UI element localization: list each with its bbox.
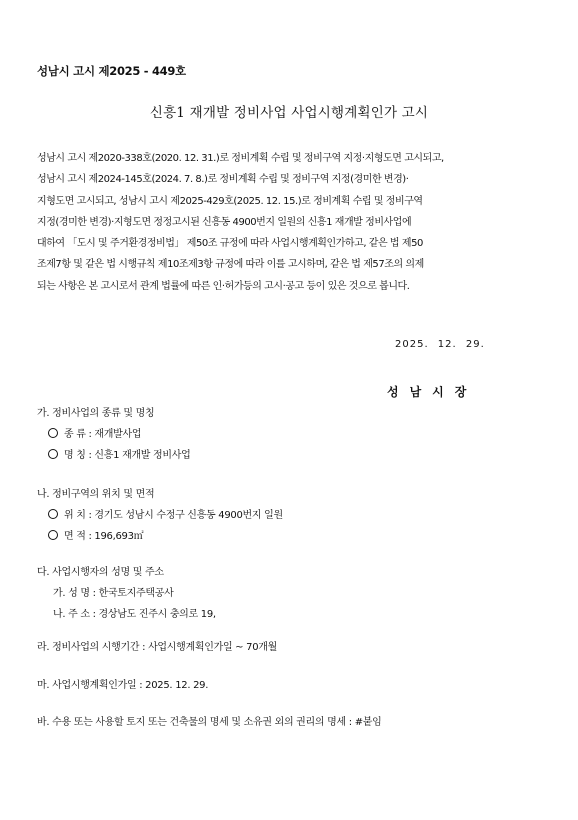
section-project-type	[37, 403, 191, 466]
section-operator	[37, 562, 216, 625]
body-line: 지형도면 고시되고, 성남시 고시 제2025-429호(2025. 12. 15.)로 정비계획 수립 및 정비구역	[37, 195, 423, 207]
circle-bullet-icon	[48, 530, 58, 540]
section-approval-date	[37, 675, 208, 696]
body-line: 성남시 고시 제2024-145호(2024. 7. 8.)로 정비계획 수립 및 정비구역 지정(경미한 변경)·	[37, 174, 409, 186]
notice-body	[37, 148, 547, 297]
item-text: 종 류 : 재개발사업	[64, 429, 142, 440]
section-heading: 나. 정비구역의 위치 및 면적	[37, 489, 155, 500]
section-heading: 바. 수용 또는 사용할 토지 또는 건축물의 명세 및 소유권 외의 권리의 명세 : #붙임	[37, 717, 382, 728]
body-line: 되는 사항은 본 고시로서 관계 법률에 따른 인·허가등의 고시·공고 등이 있은 것으로 봅니다.	[37, 280, 410, 292]
item-text: 명 칭 : 신흥1 재개발 정비사업	[64, 450, 191, 461]
circle-bullet-icon	[48, 449, 58, 459]
list-item	[37, 445, 191, 466]
notice-date: 2025. 12. 29.	[395, 339, 485, 350]
circle-bullet-icon	[48, 428, 58, 438]
body-line: 대하여 「도시 및 주거환경정비법」 제50조 규정에 따라 사업시행계획인가하고, 같은 법 제50	[37, 238, 423, 250]
list-item	[37, 505, 283, 526]
body-line: 성남시 고시 제2020-338호(2020. 12. 31.)로 정비계획 수립 및 정비구역 지정·지형도면 고시되고,	[37, 153, 444, 164]
list-item	[37, 424, 191, 445]
section-location-area	[37, 484, 283, 547]
item-text: 면 적 : 196,693㎡	[64, 531, 144, 542]
item-text: 위 치 : 경기도 성남시 수정구 신흥동 4900번지 일원	[64, 510, 283, 521]
list-item: 가. 성 명 : 한국토지주택공사	[53, 588, 174, 599]
section-heading: 마. 사업시행계획인가일 : 2025. 12. 29.	[37, 680, 209, 691]
body-line: 조제7항 및 같은 법 시행규칙 제10조제3항 규정에 따라 이를 고시하며, 같은 법 제57조의 의제	[37, 259, 424, 271]
section-heading: 다. 사업시행자의 성명 및 주소	[37, 567, 164, 578]
notice-number: 성남시 고시 제2025 - 449호	[37, 64, 186, 78]
issuer-name: 성남시장	[387, 385, 478, 399]
list-item	[37, 526, 283, 547]
document-title: 신흥1 재개발 정비사업 사업시행계획인가 고시	[149, 105, 429, 121]
section-land-details	[37, 712, 382, 733]
body-line: 지정(경미한 변경)·지형도면 정정고시된 신흥동 4900번지 일원의 신흥1 재개발 정비사업에	[37, 216, 412, 228]
section-heading: 라. 정비사업의 시행기간 : 사업시행계획인가일 ~ 70개월	[37, 642, 277, 653]
list-item: 나. 주 소 : 경상남도 진주시 충의로 19,	[53, 609, 216, 620]
circle-bullet-icon	[48, 509, 58, 519]
section-period	[37, 637, 277, 658]
section-heading: 가. 정비사업의 종류 및 명칭	[37, 408, 155, 419]
